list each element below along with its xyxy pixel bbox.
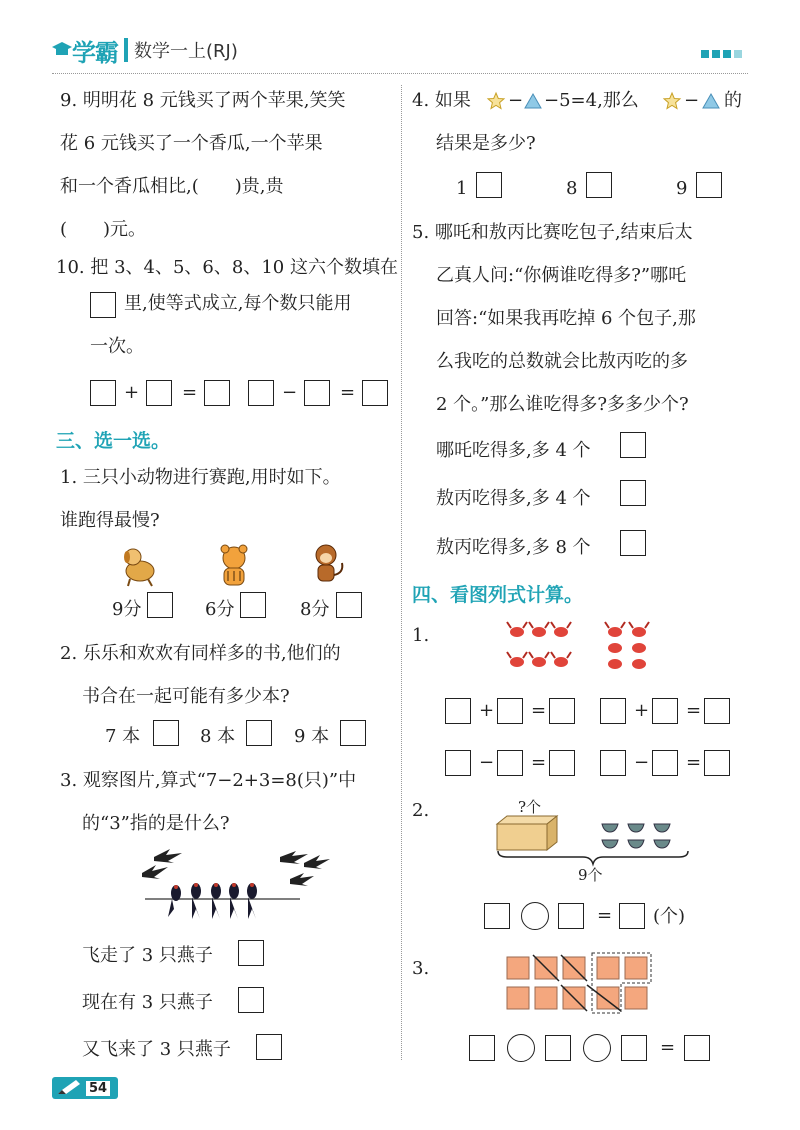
swallows-on-wire-icon bbox=[130, 843, 350, 928]
minus-sign: − bbox=[479, 752, 495, 773]
answer-box[interactable] bbox=[445, 698, 471, 724]
s4-line1-c: −5=4,那么 bbox=[544, 90, 639, 111]
answer-box[interactable] bbox=[704, 750, 730, 776]
answer-box[interactable] bbox=[469, 1035, 495, 1061]
triangle-icon bbox=[524, 92, 542, 110]
s3-line1: 3. 观察图片,算式“7−2+3=8(只)”中 bbox=[60, 770, 357, 791]
answer-box[interactable] bbox=[147, 592, 173, 618]
s4-line1-minus: − bbox=[508, 90, 524, 111]
answer-box[interactable] bbox=[621, 1035, 647, 1061]
answer-box[interactable] bbox=[497, 698, 523, 724]
s5-line2: 乙真人问:“你俩谁吃得多?”哪吒 bbox=[436, 265, 687, 286]
answer-box[interactable] bbox=[476, 172, 502, 198]
option-label: 8分 bbox=[300, 599, 330, 620]
answer-box[interactable] bbox=[497, 750, 523, 776]
answer-box[interactable] bbox=[620, 432, 646, 458]
option-label: 9 本 bbox=[294, 726, 330, 747]
monkey-icon bbox=[308, 543, 348, 587]
answer-box[interactable] bbox=[549, 698, 575, 724]
header-decoration bbox=[701, 50, 742, 58]
answer-box[interactable] bbox=[652, 698, 678, 724]
option-label: 飞走了 3 只燕子 bbox=[82, 945, 213, 966]
answer-box[interactable] bbox=[90, 380, 116, 406]
answer-box[interactable] bbox=[704, 698, 730, 724]
option-label: 又飞来了 3 只燕子 bbox=[82, 1039, 231, 1060]
answer-box[interactable] bbox=[153, 720, 179, 746]
option-label: 敖丙吃得多,多 4 个 bbox=[436, 488, 591, 509]
q9-line4: ( )元。 bbox=[60, 219, 147, 240]
minus-sign: − bbox=[634, 752, 650, 773]
q10-line2: 里,使等式成立,每个数只能用 bbox=[124, 293, 352, 314]
q10-line3: 一次。 bbox=[90, 336, 144, 357]
answer-box[interactable] bbox=[340, 720, 366, 746]
answer-box[interactable] bbox=[696, 172, 722, 198]
plus-sign: + bbox=[124, 382, 140, 403]
crayfish-group-icon bbox=[603, 622, 655, 678]
graduation-cap-icon bbox=[52, 40, 72, 60]
answer-box[interactable] bbox=[204, 380, 230, 406]
s4-line1-minus2: − bbox=[684, 90, 700, 111]
answer-box[interactable] bbox=[586, 172, 612, 198]
pencil-icon bbox=[56, 1080, 82, 1096]
squares-figure bbox=[505, 955, 655, 1015]
s2-line1: 2. 乐乐和欢欢有同样多的书,他们的 bbox=[60, 643, 341, 664]
answer-box[interactable] bbox=[620, 530, 646, 556]
answer-box[interactable] bbox=[238, 987, 264, 1013]
q10-example-box bbox=[90, 292, 116, 318]
q9-line1: 9. 明明花 8 元钱买了两个苹果,笑笑 bbox=[60, 90, 346, 111]
q10-line1: 10. 把 3、4、5、6、8、10 这六个数填在 bbox=[56, 257, 398, 278]
answer-box[interactable] bbox=[304, 380, 330, 406]
equals-sign: = bbox=[340, 382, 356, 403]
dog-icon bbox=[120, 543, 160, 587]
option-label: 敖丙吃得多,多 8 个 bbox=[436, 537, 591, 558]
operator-circle[interactable] bbox=[507, 1034, 535, 1062]
header-divider bbox=[52, 73, 748, 74]
s5-line1: 5. 哪吒和敖丙比赛吃包子,结束后太 bbox=[412, 222, 693, 243]
answer-box[interactable] bbox=[238, 940, 264, 966]
answer-box[interactable] bbox=[445, 750, 471, 776]
page-number: 54 bbox=[86, 1081, 110, 1096]
answer-box[interactable] bbox=[248, 380, 274, 406]
answer-box[interactable] bbox=[652, 750, 678, 776]
answer-box[interactable] bbox=[558, 903, 584, 929]
equals-sign: = bbox=[182, 382, 198, 403]
answer-box[interactable] bbox=[545, 1035, 571, 1061]
option-label: 8 bbox=[566, 178, 578, 199]
s4-line2: 结果是多少? bbox=[436, 133, 536, 154]
p2-unknown-label: ?个 bbox=[518, 798, 542, 816]
triangle-icon bbox=[702, 92, 720, 110]
operator-circle[interactable] bbox=[521, 902, 549, 930]
s5-line4: 么我吃的总数就会比敖丙吃的多 bbox=[436, 351, 688, 372]
s1-line1: 1. 三只小动物进行赛跑,用时如下。 bbox=[60, 467, 341, 488]
option-label: 6分 bbox=[205, 599, 235, 620]
option-label: 哪吒吃得多,多 4 个 bbox=[436, 440, 591, 461]
equals-sign: = bbox=[531, 700, 547, 721]
s4-line1-e: 的 bbox=[724, 90, 742, 111]
option-label: 9 bbox=[676, 178, 688, 199]
minus-sign: − bbox=[282, 382, 298, 403]
section-four-title: 四、看图列式计算。 bbox=[412, 584, 584, 606]
p3-label: 3. bbox=[412, 958, 430, 979]
answer-box[interactable] bbox=[620, 480, 646, 506]
option-label: 7 本 bbox=[105, 726, 141, 747]
answer-box[interactable] bbox=[336, 592, 362, 618]
answer-box[interactable] bbox=[240, 592, 266, 618]
tiger-icon bbox=[212, 543, 256, 589]
p1-label: 1. bbox=[412, 625, 430, 646]
equals-sign: = bbox=[597, 905, 613, 926]
subject-title: 数学一上(RJ) bbox=[134, 41, 238, 62]
answer-box[interactable] bbox=[619, 903, 645, 929]
s1-line2: 谁跑得最慢? bbox=[60, 510, 160, 531]
option-label: 1 bbox=[456, 178, 468, 199]
bowls-icon bbox=[600, 816, 672, 852]
p2-total-label: 9个 bbox=[578, 866, 603, 884]
s5-line5: 2 个。”那么谁吃得多?多多少个? bbox=[436, 394, 689, 415]
plus-sign: + bbox=[479, 700, 495, 721]
s5-line3: 回答:“如果我再吃掉 6 个包子,那 bbox=[436, 308, 696, 329]
header bbox=[52, 30, 238, 70]
s3-line2: 的“3”指的是什么? bbox=[82, 813, 230, 834]
s2-line2: 书合在一起可能有多少本? bbox=[82, 686, 290, 707]
equals-sign: = bbox=[686, 700, 702, 721]
operator-circle[interactable] bbox=[583, 1034, 611, 1062]
plus-sign: + bbox=[634, 700, 650, 721]
answer-box[interactable] bbox=[246, 720, 272, 746]
p2-label: 2. bbox=[412, 800, 430, 821]
column-divider bbox=[401, 85, 402, 1060]
answer-box[interactable] bbox=[684, 1035, 710, 1061]
total-brace bbox=[497, 850, 689, 866]
equals-sign: = bbox=[686, 752, 702, 773]
answer-box[interactable] bbox=[600, 698, 626, 724]
page-number-badge bbox=[52, 1077, 118, 1099]
option-label: 现在有 3 只燕子 bbox=[82, 992, 213, 1013]
option-label: 9分 bbox=[112, 599, 142, 620]
answer-box[interactable] bbox=[484, 903, 510, 929]
q9-line3: 和一个香瓜相比,( )贵,贵 bbox=[60, 176, 284, 197]
s4-line1-a: 4. 如果 bbox=[412, 90, 471, 111]
box-icon bbox=[497, 816, 557, 852]
equals-sign: = bbox=[531, 752, 547, 773]
section-three-title: 三、选一选。 bbox=[56, 430, 171, 452]
answer-box[interactable] bbox=[362, 380, 388, 406]
equals-sign: = bbox=[660, 1037, 676, 1058]
q9-line2: 花 6 元钱买了一个香瓜,一个苹果 bbox=[60, 133, 323, 154]
answer-box[interactable] bbox=[600, 750, 626, 776]
p2-unit: (个) bbox=[653, 906, 686, 927]
crayfish-group-icon bbox=[505, 622, 577, 678]
star-icon bbox=[487, 92, 505, 110]
brand-logo: 学霸 bbox=[72, 38, 118, 67]
star-icon bbox=[663, 92, 681, 110]
answer-box[interactable] bbox=[146, 380, 172, 406]
option-label: 8 本 bbox=[200, 726, 236, 747]
answer-box[interactable] bbox=[549, 750, 575, 776]
answer-box[interactable] bbox=[256, 1034, 282, 1060]
